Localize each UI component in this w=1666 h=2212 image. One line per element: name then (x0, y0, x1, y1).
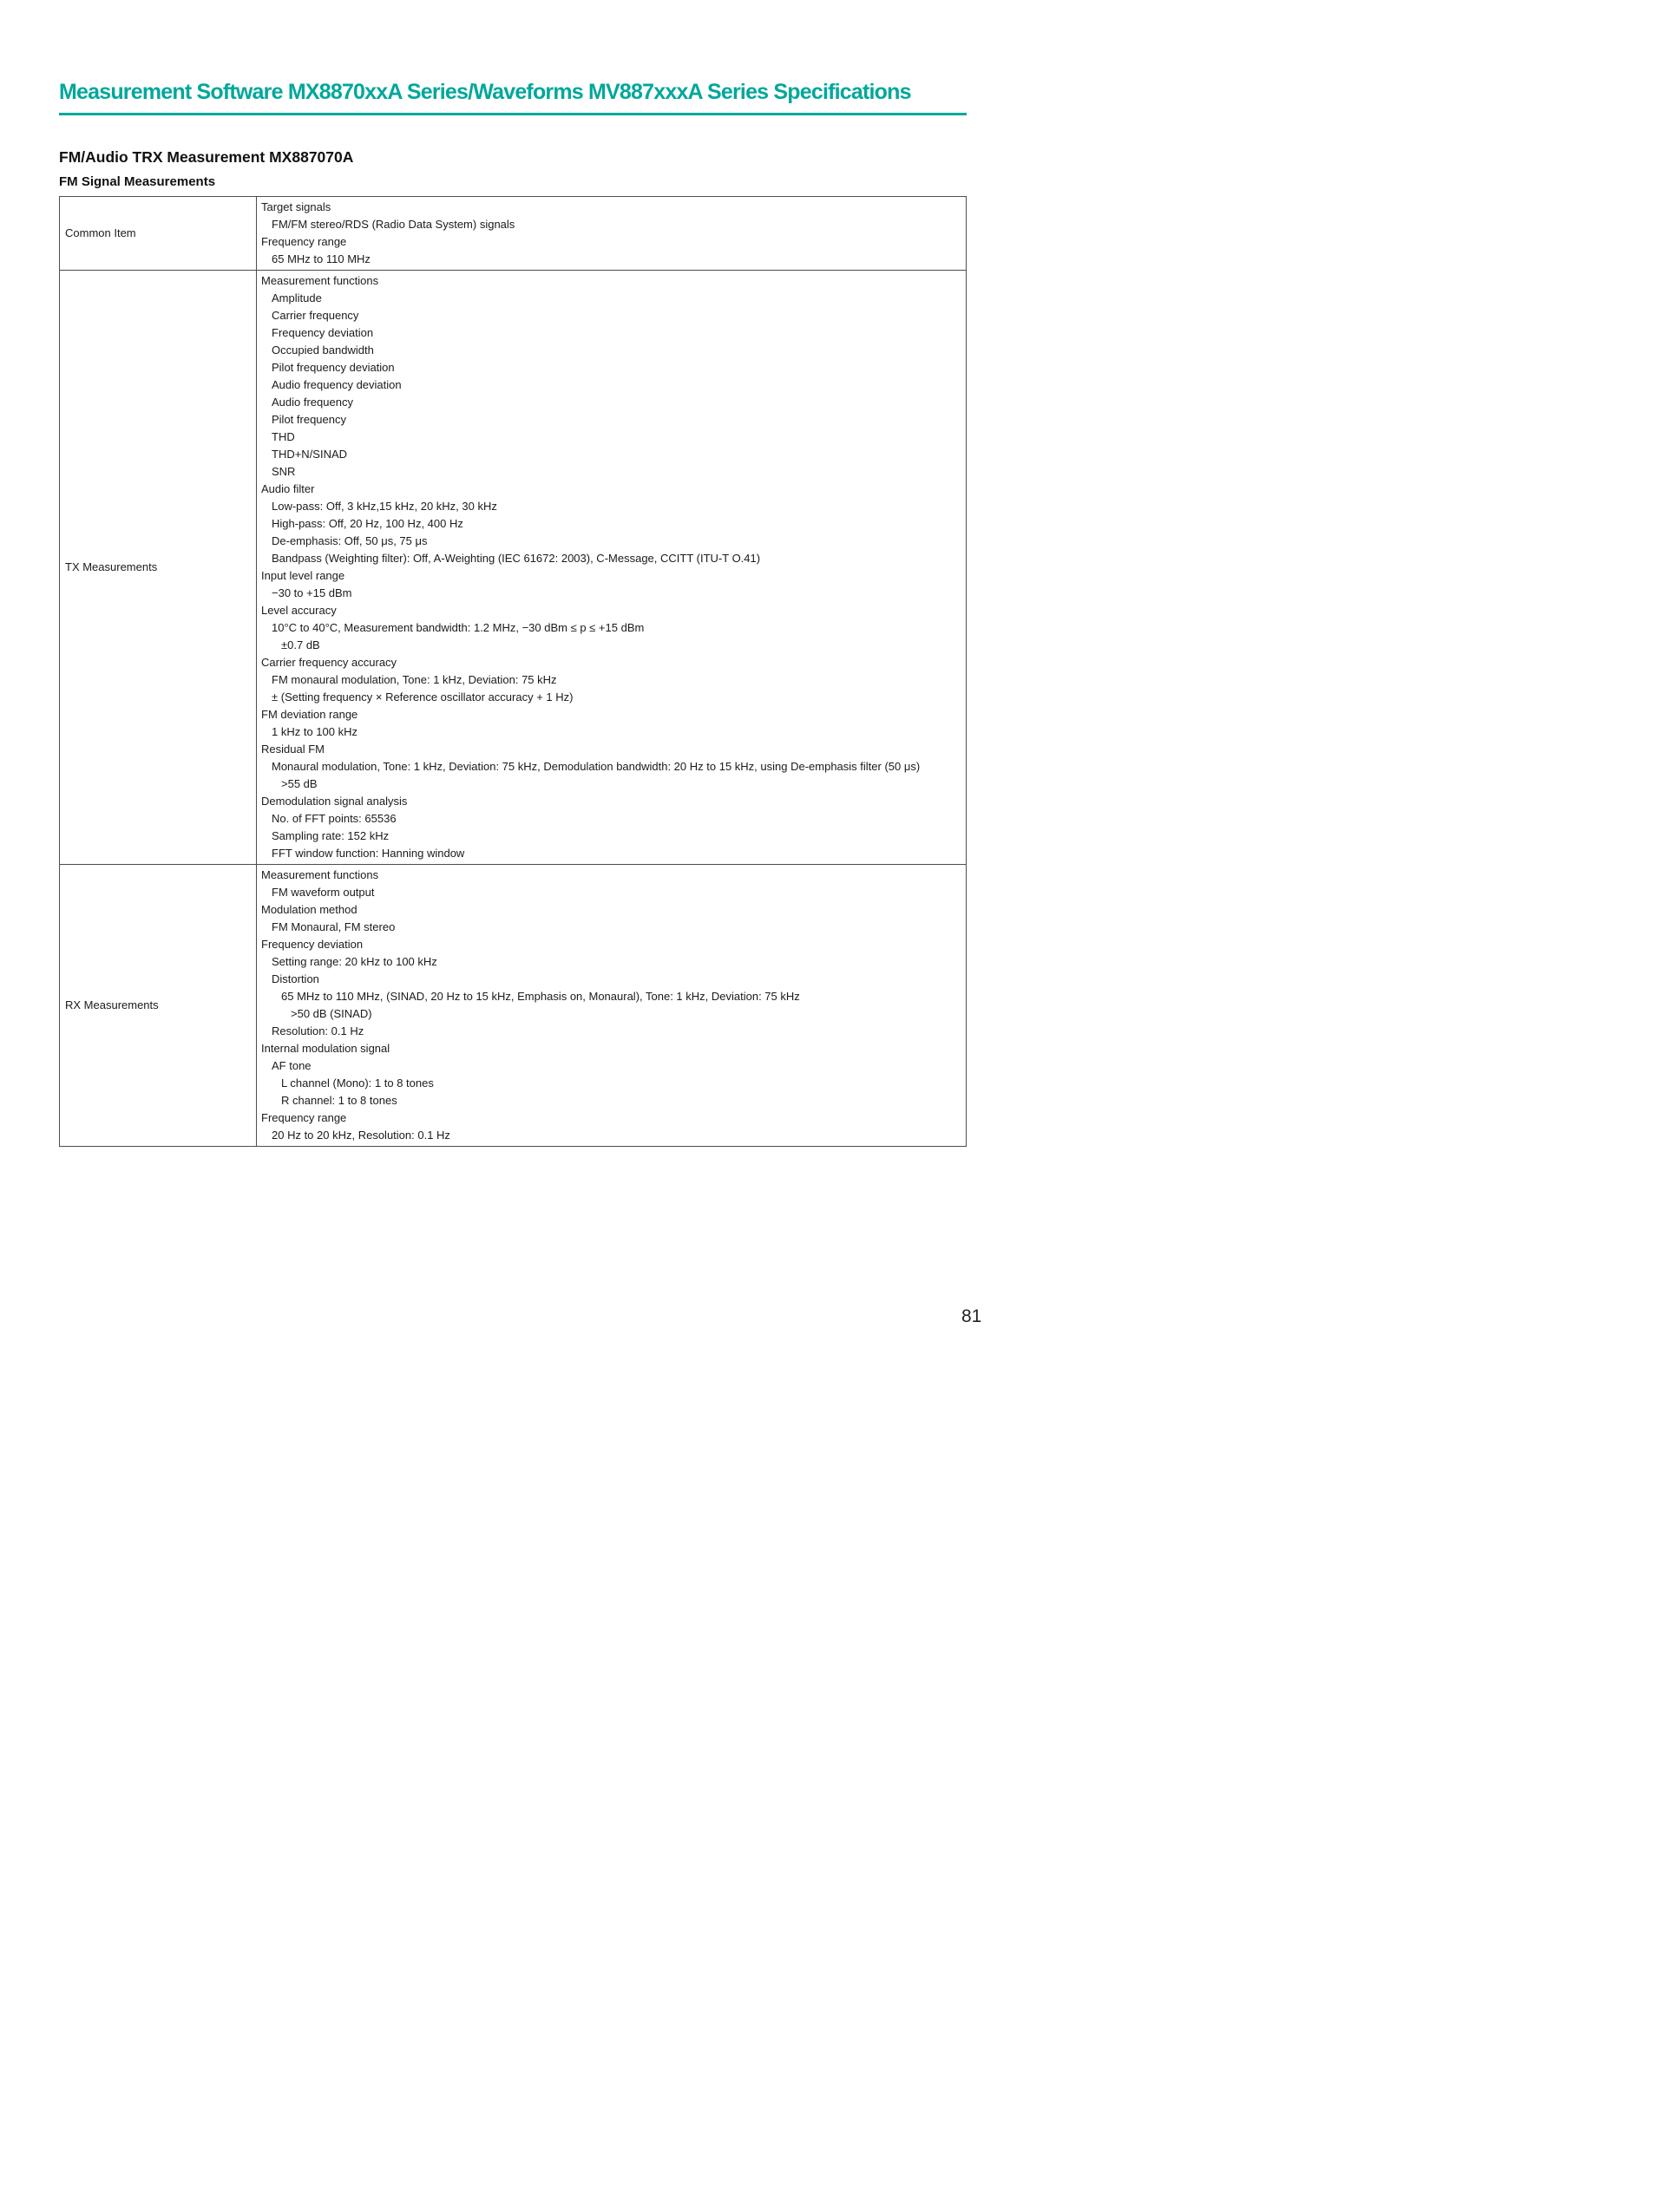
spec-line: Carrier frequency accuracy (261, 656, 397, 669)
spec-line: Level accuracy (261, 604, 337, 617)
spec-line: >55 dB (281, 777, 318, 790)
spec-line: FM Monaural, FM stereo (272, 920, 396, 933)
spec-line: Bandpass (Weighting filter): Off, A-Weighting (IEC 61672: 2003), C-Message, CCITT (ITU-T O.41) (272, 552, 761, 565)
spec-line: THD+N/SINAD (272, 448, 348, 461)
spec-line: Audio frequency deviation (272, 378, 402, 391)
spec-line: 1 kHz to 100 kHz (272, 725, 357, 738)
spec-line: SNR (272, 465, 296, 478)
spec-line: Pilot frequency (272, 413, 346, 426)
spec-line: Modulation method (261, 903, 357, 916)
spec-line: Demodulation signal analysis (261, 795, 408, 808)
spec-line: Audio filter (261, 482, 315, 495)
spec-line: Distortion (272, 972, 319, 985)
spec-line: 20 Hz to 20 kHz, Resolution: 0.1 Hz (272, 1129, 450, 1142)
spec-line: Occupied bandwidth (272, 344, 374, 357)
table-row (60, 197, 967, 271)
spec-line: >50 dB (SINAD) (291, 1007, 372, 1020)
spec-table (59, 196, 967, 1147)
spec-line: Frequency range (261, 1111, 347, 1124)
spec-line: High-pass: Off, 20 Hz, 100 Hz, 400 Hz (272, 517, 463, 530)
spec-line: R channel: 1 to 8 tones (281, 1094, 397, 1107)
spec-line: 65 MHz to 110 MHz, (SINAD, 20 Hz to 15 kHz, Emphasis on, Monaural), Tone: 1 kHz, Deviation: 75 kHz (281, 990, 800, 1003)
spec-line: Frequency range (261, 235, 347, 248)
spec-line: L channel (Mono): 1 to 8 tones (281, 1077, 434, 1090)
spec-line: Measurement functions (261, 274, 379, 287)
row-label: RX Measurements (60, 865, 257, 1147)
spec-line: 10°C to 40°C, Measurement bandwidth: 1.2 MHz, −30 dBm ≤ p ≤ +15 dBm (272, 621, 645, 634)
spec-line: Setting range: 20 kHz to 100 kHz (272, 955, 437, 968)
content-column (59, 0, 967, 1147)
spec-line: Amplitude (272, 291, 322, 304)
spec-line: 65 MHz to 110 MHz (272, 252, 371, 265)
spec-line: ± (Setting frequency × Reference oscillator accuracy + 1 Hz) (272, 690, 574, 704)
spec-line: THD (272, 430, 295, 443)
spec-line: Sampling rate: 152 kHz (272, 829, 390, 842)
spec-line: AF tone (272, 1059, 312, 1072)
table-row (60, 271, 967, 865)
spec-line: Frequency deviation (261, 938, 364, 951)
section-heading: FM/Audio TRX Measurement MX887070A (59, 148, 354, 166)
spec-line: Measurement functions (261, 868, 379, 881)
spec-line: Low-pass: Off, 3 kHz,15 kHz, 20 kHz, 30 kHz (272, 500, 497, 513)
spec-table-body (60, 197, 967, 1147)
spec-line: Frequency deviation (272, 326, 374, 339)
spec-line: Target signals (261, 200, 331, 213)
spec-line: FM monaural modulation, Tone: 1 kHz, Deviation: 75 kHz (272, 673, 557, 686)
row-label: Common Item (60, 197, 257, 271)
row-label: TX Measurements (60, 271, 257, 865)
spec-line: FFT window function: Hanning window (272, 847, 465, 860)
subsection-heading: FM Signal Measurements (59, 174, 216, 189)
spec-line: FM deviation range (261, 708, 358, 721)
spec-line: Residual FM (261, 743, 325, 756)
table-row (60, 865, 967, 1147)
spec-line: Pilot frequency deviation (272, 361, 395, 374)
spec-line: −30 to +15 dBm (272, 586, 352, 599)
title-underline (59, 113, 967, 115)
page-title: Measurement Software MX8870xxA Series/Waveforms MV887xxxA Series Specifications (59, 80, 911, 104)
spec-line: Internal modulation signal (261, 1042, 390, 1055)
row-content (257, 865, 967, 1147)
page-number: 81 (961, 1306, 982, 1326)
spec-line: FM/FM stereo/RDS (Radio Data System) signals (272, 218, 515, 231)
spec-line: Monaural modulation, Tone: 1 kHz, Deviation: 75 kHz, Demodulation bandwidth: 20 Hz to 15 kHz, using De-emphasis filter (50 μs) (272, 760, 921, 773)
spec-line: Audio frequency (272, 396, 353, 409)
spec-line: Resolution: 0.1 Hz (272, 1024, 364, 1037)
row-content (257, 271, 967, 865)
spec-line: De-emphasis: Off, 50 μs, 75 μs (272, 534, 428, 547)
spec-line: ±0.7 dB (281, 638, 320, 651)
spec-line: FM waveform output (272, 886, 375, 899)
spec-line: Input level range (261, 569, 345, 582)
row-content (257, 197, 967, 271)
spec-line: No. of FFT points: 65536 (272, 812, 397, 825)
spec-line: Carrier frequency (272, 309, 359, 322)
